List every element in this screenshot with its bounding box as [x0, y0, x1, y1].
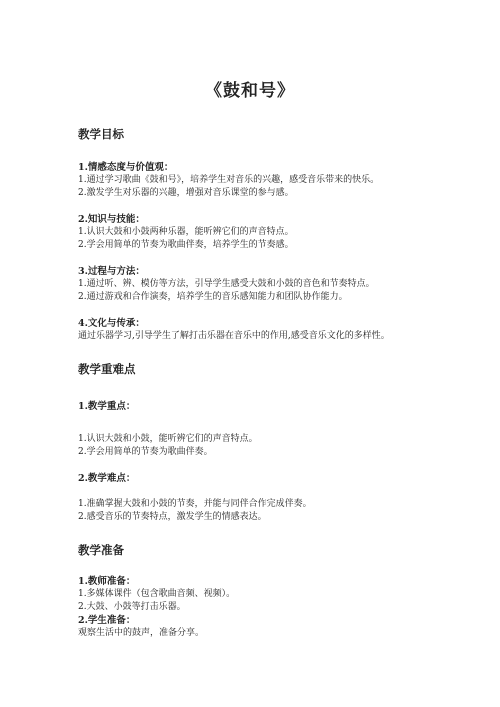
goal-emotion-line-1: 1.通过学习歌曲《鼓和号》，培养学生对音乐的兴趣，感受音乐带来的快乐。	[78, 175, 380, 185]
focus-line-2: 2.学会用简单的节奏为歌曲伴奏。	[78, 447, 213, 457]
difficulty-line-1: 1.准确掌握大鼓和小鼓的节奏，并能与同伴合作完成伴奏。	[78, 499, 312, 509]
section-heading-prep: 教学准备	[78, 543, 124, 557]
subheading-difficulty: 2.教学难点：	[78, 473, 136, 484]
subheading-emotion: 1.情感态度与价值观：	[78, 162, 174, 173]
section-heading-goals: 教学目标	[78, 127, 124, 141]
student-prep-line-1: 观察生活中的鼓声，准备分享。	[78, 628, 205, 638]
subheading-knowledge: 2.知识与技能：	[78, 214, 145, 225]
document-title: 《鼓和号》	[205, 81, 295, 101]
goal-knowledge-line-1: 1.认识大鼓和小鼓两种乐器，能听辨它们的声音特点。	[78, 227, 294, 237]
teacher-prep-line-1: 1.多媒体课件（包含歌曲音频、视频）。	[78, 589, 236, 599]
difficulty-line-2: 2.感受音乐的节奏特点，激发学生的情感表达。	[78, 512, 267, 522]
subheading-student-prep: 2.学生准备：	[78, 615, 136, 626]
subheading-process: 3.过程与方法：	[78, 266, 145, 277]
goal-process-line-2: 2.通过游戏和合作演奏，培养学生的音乐感知能力和团队协作能力。	[78, 292, 348, 302]
section-heading-keypoints: 教学重难点	[78, 362, 136, 376]
goal-culture-line-1: 通过乐器学习,引导学生了解打击乐器在音乐中的作用,感受音乐文化的多样性。	[78, 331, 390, 341]
teacher-prep-line-2: 2.大鼓、小鼓等打击乐器。	[78, 602, 186, 612]
goal-emotion-line-2: 2.激发学生对乐器的兴趣，增强对音乐课堂的参与感。	[78, 188, 294, 198]
goal-process-line-1: 1.通过听、辨、模仿等方法，引导学生感受大鼓和小鼓的音色和节奏特点。	[78, 279, 375, 289]
subheading-teacher-prep: 1.教师准备：	[78, 576, 136, 587]
subheading-focus: 1.教学重点：	[78, 401, 136, 412]
goal-knowledge-line-2: 2.学会用简单的节奏为歌曲伴奏，培养学生的节奏感。	[78, 240, 294, 250]
focus-line-1: 1.认识大鼓和小鼓，能听辨它们的声音特点。	[78, 434, 258, 444]
subheading-culture: 4.文化与传承：	[78, 318, 145, 329]
